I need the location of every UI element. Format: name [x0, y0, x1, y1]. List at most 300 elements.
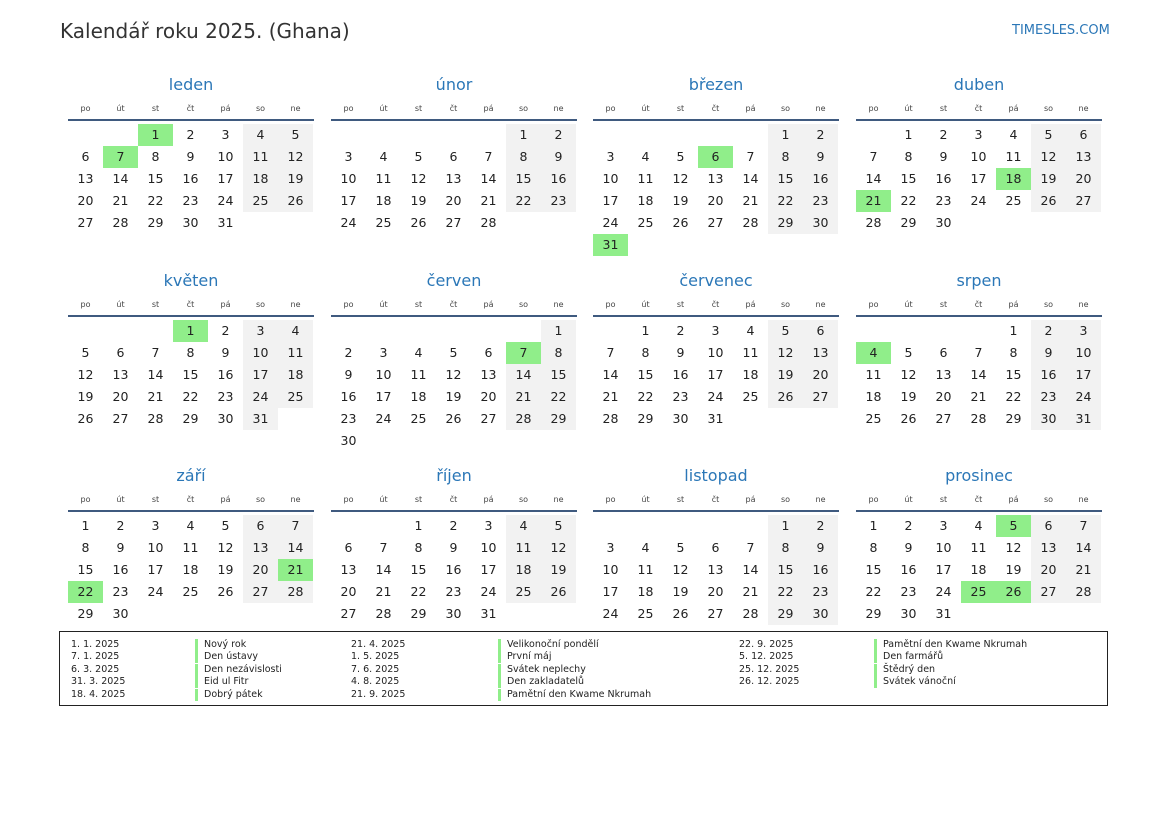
- header-divider: [593, 510, 839, 512]
- day-cell: 6: [449, 149, 458, 164]
- day-cell: 29: [637, 411, 654, 426]
- weekday-label: st: [939, 300, 948, 309]
- weekday-label: st: [151, 104, 160, 113]
- day-cell: 6: [81, 149, 90, 164]
- day-cell: 23: [935, 193, 952, 208]
- weekday-label: po: [80, 300, 91, 309]
- day-cell: 16: [445, 562, 462, 577]
- legend-holiday-name: Velikonoční pondělí: [498, 639, 599, 651]
- weekday-label: ne: [815, 495, 826, 504]
- day-cell: 15: [1005, 367, 1022, 382]
- day-cell: 14: [480, 171, 497, 186]
- day-cell: 7: [151, 345, 160, 360]
- weekday-header: [331, 298, 577, 312]
- weekday-label: so: [518, 104, 529, 113]
- day-cell: 26: [217, 584, 234, 599]
- day-cell: 30: [445, 606, 462, 621]
- day-cell: 14: [865, 171, 882, 186]
- day-cell: 1: [1009, 323, 1018, 338]
- day-cell: 29: [410, 606, 427, 621]
- day-cell: 9: [803, 537, 838, 559]
- day-cell: 15: [768, 559, 803, 581]
- day-cell: 23: [803, 190, 838, 212]
- legend-date: 1. 1. 2025: [71, 639, 120, 650]
- weekday-label: pá: [483, 300, 494, 309]
- day-cell: 27: [707, 215, 724, 230]
- weekday-label: po: [605, 495, 616, 504]
- day-cell: 10: [340, 171, 357, 186]
- day-cell: 11: [278, 342, 313, 364]
- day-cell: 2: [541, 124, 576, 146]
- header-divider: [331, 510, 577, 512]
- weekday-label: čt: [974, 300, 983, 309]
- weekday-label: so: [780, 300, 791, 309]
- day-cell: 1: [541, 320, 576, 342]
- weekday-label: so: [255, 104, 266, 113]
- day-cell: 18: [506, 559, 541, 581]
- day-cell: 26: [77, 411, 94, 426]
- day-cell: 4: [186, 518, 195, 533]
- day-cell: 3: [711, 323, 720, 338]
- day-cell: 6: [344, 540, 353, 555]
- day-cell: 11: [742, 345, 759, 360]
- day-cell: 23: [1031, 386, 1066, 408]
- day-cell: 12: [900, 367, 917, 382]
- weekday-label: so: [780, 495, 791, 504]
- day-cell: 3: [379, 345, 388, 360]
- day-cell: 4: [1009, 127, 1018, 142]
- day-cell: 30: [182, 215, 199, 230]
- day-cell: 7: [746, 540, 755, 555]
- day-cell: 27: [243, 581, 278, 603]
- day-cell: 3: [484, 518, 493, 533]
- weekday-label: so: [518, 300, 529, 309]
- day-cell: 13: [1066, 146, 1101, 168]
- day-cell: 18: [410, 389, 427, 404]
- day-cell: 23: [112, 584, 129, 599]
- legend-date: 7. 6. 2025: [351, 663, 400, 675]
- day-cell: 24: [602, 606, 619, 621]
- legend-date: 1. 5. 2025: [351, 651, 400, 663]
- day-cell: 25: [243, 190, 278, 212]
- day-cell: 14: [602, 367, 619, 382]
- day-cell: 16: [217, 367, 234, 382]
- day-cell: 8: [869, 540, 878, 555]
- day-cell: 6: [803, 320, 838, 342]
- weekday-label: po: [868, 300, 879, 309]
- weekday-header: [856, 102, 1102, 116]
- day-cell: 21: [742, 584, 759, 599]
- day-cell: 16: [935, 171, 952, 186]
- day-cell: 1: [768, 515, 803, 537]
- day-cell: 2: [186, 127, 195, 142]
- day-cell: 23: [900, 584, 917, 599]
- day-cell: 1: [869, 518, 878, 533]
- day-cell: 30: [900, 606, 917, 621]
- day-cell: 31: [243, 408, 278, 430]
- legend-date: 4. 8. 2025: [351, 676, 400, 688]
- day-cell: 7: [1066, 515, 1101, 537]
- day-cell: 19: [1031, 168, 1066, 190]
- legend-holiday-name: Svátek vánoční: [874, 676, 956, 688]
- day-cell: 10: [147, 540, 164, 555]
- day-cell: 13: [243, 537, 278, 559]
- weekday-label: ne: [1078, 300, 1089, 309]
- weekday-label: st: [676, 104, 685, 113]
- day-cell: 22: [768, 581, 803, 603]
- day-cell: 11: [1005, 149, 1022, 164]
- day-cell: 3: [974, 127, 983, 142]
- day-cell: 29: [865, 606, 882, 621]
- weekday-label: čt: [974, 495, 983, 504]
- day-cell: 27: [445, 215, 462, 230]
- weekday-header: [856, 298, 1102, 312]
- weekday-label: st: [151, 495, 160, 504]
- legend-holiday-name: Pamětní den Kwame Nkrumah: [874, 639, 1027, 651]
- weekday-label: pá: [220, 495, 231, 504]
- day-cell: 15: [541, 364, 576, 386]
- weekday-label: pá: [745, 300, 756, 309]
- day-cell: 10: [707, 345, 724, 360]
- day-cell: 20: [707, 193, 724, 208]
- day-cell: 30: [1031, 408, 1066, 430]
- day-cell: 22: [1005, 389, 1022, 404]
- day-cell: 8: [151, 149, 160, 164]
- brand-link[interactable]: TIMESLES.COM: [1012, 23, 1110, 38]
- day-cell: 26: [1031, 190, 1066, 212]
- weekday-header: [331, 493, 577, 507]
- day-cell: 24: [602, 215, 619, 230]
- day-cell: 4: [379, 149, 388, 164]
- month-title: září: [176, 466, 206, 485]
- day-cell: 6: [116, 345, 125, 360]
- day-cell: 18: [637, 193, 654, 208]
- day-cell: 9: [116, 540, 125, 555]
- day-cell: 15: [900, 171, 917, 186]
- day-cell: 12: [445, 367, 462, 382]
- day-cell: 5: [904, 345, 913, 360]
- day-cell: 2: [221, 323, 230, 338]
- day-cell: 4: [278, 320, 313, 342]
- day-cell: 8: [506, 146, 541, 168]
- legend-date: 31. 3. 2025: [71, 676, 126, 688]
- day-cell: 7: [484, 149, 493, 164]
- legend-date: 5. 12. 2025: [739, 651, 794, 663]
- day-cell: 12: [672, 562, 689, 577]
- day-cell: 24: [217, 193, 234, 208]
- day-cell: 30: [112, 606, 129, 621]
- day-cell: 2: [116, 518, 125, 533]
- weekday-label: so: [1043, 495, 1054, 504]
- day-cell: 7: [869, 149, 878, 164]
- day-cell: 18: [375, 193, 392, 208]
- day-cell: 29: [147, 215, 164, 230]
- weekday-label: po: [868, 495, 879, 504]
- day-cell: 10: [602, 171, 619, 186]
- day-cell: 13: [935, 367, 952, 382]
- day-cell: 31: [935, 606, 952, 621]
- day-cell: 17: [602, 584, 619, 599]
- day-cell: 16: [803, 168, 838, 190]
- weekday-label: čt: [711, 495, 720, 504]
- day-cell: 8: [768, 537, 803, 559]
- day-cell: 31: [707, 411, 724, 426]
- day-cell: 23: [217, 389, 234, 404]
- day-cell: 18: [742, 367, 759, 382]
- day-cell: 4: [974, 518, 983, 533]
- header-divider: [856, 510, 1102, 512]
- day-cell: 14: [1066, 537, 1101, 559]
- day-cell: 13: [112, 367, 129, 382]
- header-divider: [593, 315, 839, 317]
- day-cell: 6: [711, 540, 720, 555]
- weekday-label: po: [80, 104, 91, 113]
- page-title: Kalendář roku 2025. (Ghana): [60, 19, 350, 43]
- weekday-label: ne: [553, 104, 564, 113]
- legend-holiday-name: Dobrý pátek: [195, 689, 263, 701]
- weekday-label: pá: [1008, 495, 1019, 504]
- day-cell: 30: [803, 603, 838, 625]
- day-cell: 28: [147, 411, 164, 426]
- weekday-label: út: [379, 300, 388, 309]
- header-divider: [331, 315, 577, 317]
- month-title: únor: [435, 75, 473, 94]
- legend-holiday-name: Den zakladatelů: [498, 676, 584, 688]
- day-cell: 17: [375, 389, 392, 404]
- day-cell: 9: [676, 345, 685, 360]
- day-cell: 21: [112, 193, 129, 208]
- day-cell: 28: [480, 215, 497, 230]
- weekday-label: ne: [553, 495, 564, 504]
- day-cell: 28: [278, 581, 313, 603]
- day-cell: 12: [1031, 146, 1066, 168]
- day-cell: 31: [1066, 408, 1101, 430]
- weekday-label: čt: [711, 104, 720, 113]
- day-cell: 25: [742, 389, 759, 404]
- day-cell: 28: [742, 215, 759, 230]
- day-cell: 19: [1005, 562, 1022, 577]
- day-cell: 18: [243, 168, 278, 190]
- day-cell: 7: [746, 149, 755, 164]
- day-cell: 6: [1066, 124, 1101, 146]
- day-cell: 22: [865, 584, 882, 599]
- day-cell: 15: [768, 168, 803, 190]
- day-cell: 26: [768, 386, 803, 408]
- day-cell: 18: [278, 364, 313, 386]
- day-cell: 24: [935, 584, 952, 599]
- day-cell: 8: [414, 540, 423, 555]
- day-cell: 1: [506, 124, 541, 146]
- day-cell: 24: [970, 193, 987, 208]
- weekday-label: út: [904, 495, 913, 504]
- holiday-day-cell: 25: [961, 581, 996, 603]
- day-cell: 4: [414, 345, 423, 360]
- holiday-day-cell: 6: [698, 146, 733, 168]
- holiday-legend: [59, 631, 1108, 706]
- day-cell: 5: [221, 518, 230, 533]
- weekday-label: po: [605, 300, 616, 309]
- weekday-label: út: [904, 300, 913, 309]
- month-title: prosinec: [945, 466, 1013, 485]
- day-cell: 30: [217, 411, 234, 426]
- day-cell: 19: [541, 559, 576, 581]
- day-cell: 10: [970, 149, 987, 164]
- weekday-label: út: [641, 495, 650, 504]
- day-cell: 22: [506, 190, 541, 212]
- day-cell: 4: [746, 323, 755, 338]
- legend-date: 21. 9. 2025: [351, 688, 406, 700]
- header-divider: [68, 119, 314, 121]
- legend-holiday-name: První máj: [498, 651, 552, 663]
- day-cell: 11: [410, 367, 427, 382]
- legend-holiday-name: Nový rok: [195, 639, 246, 651]
- weekday-label: po: [80, 495, 91, 504]
- weekday-label: po: [868, 104, 879, 113]
- day-cell: 29: [77, 606, 94, 621]
- weekday-header: [593, 298, 839, 312]
- day-cell: 26: [900, 411, 917, 426]
- holiday-day-cell: 31: [593, 234, 628, 256]
- day-cell: 14: [112, 171, 129, 186]
- holiday-day-cell: 1: [173, 320, 208, 342]
- day-cell: 4: [641, 540, 650, 555]
- day-cell: 23: [672, 389, 689, 404]
- day-cell: 20: [803, 364, 838, 386]
- day-cell: 21: [742, 193, 759, 208]
- day-cell: 5: [768, 320, 803, 342]
- weekday-label: ne: [290, 495, 301, 504]
- header-divider: [68, 315, 314, 317]
- day-cell: 5: [449, 345, 458, 360]
- legend-holiday-name: Eid ul Fitr: [195, 676, 248, 688]
- day-cell: 29: [768, 603, 803, 625]
- weekday-label: pá: [745, 495, 756, 504]
- day-cell: 4: [243, 124, 278, 146]
- day-cell: 10: [1066, 342, 1101, 364]
- day-cell: 20: [1066, 168, 1101, 190]
- day-cell: 16: [541, 168, 576, 190]
- day-cell: 9: [449, 540, 458, 555]
- holiday-day-cell: 21: [278, 559, 313, 581]
- day-cell: 27: [707, 606, 724, 621]
- day-cell: 13: [480, 367, 497, 382]
- month-title: červenec: [679, 271, 753, 290]
- day-cell: 3: [939, 518, 948, 533]
- legend-date: 25. 12. 2025: [739, 663, 800, 675]
- weekday-label: pá: [483, 495, 494, 504]
- day-cell: 17: [243, 364, 278, 386]
- month-title: srpen: [956, 271, 1002, 290]
- day-cell: 18: [865, 389, 882, 404]
- day-cell: 12: [217, 540, 234, 555]
- day-cell: 9: [803, 146, 838, 168]
- day-cell: 7: [974, 345, 983, 360]
- weekday-label: po: [343, 104, 354, 113]
- weekday-label: út: [641, 104, 650, 113]
- day-cell: 11: [506, 537, 541, 559]
- day-cell: 30: [672, 411, 689, 426]
- day-cell: 17: [1066, 364, 1101, 386]
- holiday-day-cell: 7: [103, 146, 138, 168]
- day-cell: 28: [742, 606, 759, 621]
- holiday-day-cell: 26: [996, 581, 1031, 603]
- day-cell: 31: [217, 215, 234, 230]
- day-cell: 21: [480, 193, 497, 208]
- weekday-label: so: [255, 300, 266, 309]
- day-cell: 23: [340, 411, 357, 426]
- legend-date: 26. 12. 2025: [739, 676, 800, 688]
- day-cell: 19: [900, 389, 917, 404]
- day-cell: 9: [221, 345, 230, 360]
- day-cell: 19: [445, 389, 462, 404]
- day-cell: 5: [414, 149, 423, 164]
- day-cell: 3: [221, 127, 230, 142]
- weekday-label: po: [343, 300, 354, 309]
- weekday-label: so: [1043, 104, 1054, 113]
- weekday-header: [68, 493, 314, 507]
- weekday-header: [68, 102, 314, 116]
- day-cell: 13: [803, 342, 838, 364]
- day-cell: 27: [340, 606, 357, 621]
- weekday-label: st: [414, 300, 423, 309]
- day-cell: 1: [904, 127, 913, 142]
- day-cell: 20: [480, 389, 497, 404]
- day-cell: 2: [1031, 320, 1066, 342]
- day-cell: 10: [602, 562, 619, 577]
- day-cell: 15: [865, 562, 882, 577]
- day-cell: 25: [182, 584, 199, 599]
- day-cell: 20: [112, 389, 129, 404]
- day-cell: 15: [77, 562, 94, 577]
- weekday-label: pá: [483, 104, 494, 113]
- weekday-label: pá: [1008, 104, 1019, 113]
- day-cell: 19: [410, 193, 427, 208]
- day-cell: 28: [602, 411, 619, 426]
- day-cell: 7: [278, 515, 313, 537]
- weekday-label: čt: [449, 104, 458, 113]
- day-cell: 25: [506, 581, 541, 603]
- day-cell: 11: [865, 367, 882, 382]
- day-cell: 8: [768, 146, 803, 168]
- day-cell: 11: [637, 562, 654, 577]
- day-cell: 11: [970, 540, 987, 555]
- weekday-label: čt: [186, 495, 195, 504]
- legend-holiday-name: Den ústavy: [195, 651, 258, 663]
- day-cell: 30: [803, 212, 838, 234]
- legend-date: 21. 4. 2025: [351, 639, 406, 650]
- day-cell: 15: [147, 171, 164, 186]
- day-cell: 9: [186, 149, 195, 164]
- weekday-label: čt: [974, 104, 983, 113]
- legend-date: 18. 4. 2025: [71, 688, 126, 700]
- day-cell: 18: [970, 562, 987, 577]
- day-cell: 2: [449, 518, 458, 533]
- day-cell: 13: [707, 171, 724, 186]
- day-cell: 17: [480, 562, 497, 577]
- weekday-header: [593, 102, 839, 116]
- day-cell: 24: [340, 215, 357, 230]
- day-cell: 10: [935, 540, 952, 555]
- day-cell: 28: [970, 411, 987, 426]
- day-cell: 22: [768, 190, 803, 212]
- day-cell: 8: [541, 342, 576, 364]
- day-cell: 23: [445, 584, 462, 599]
- day-cell: 25: [865, 411, 882, 426]
- weekday-label: st: [414, 495, 423, 504]
- day-cell: 28: [1066, 581, 1101, 603]
- day-cell: 23: [803, 581, 838, 603]
- day-cell: 5: [676, 149, 685, 164]
